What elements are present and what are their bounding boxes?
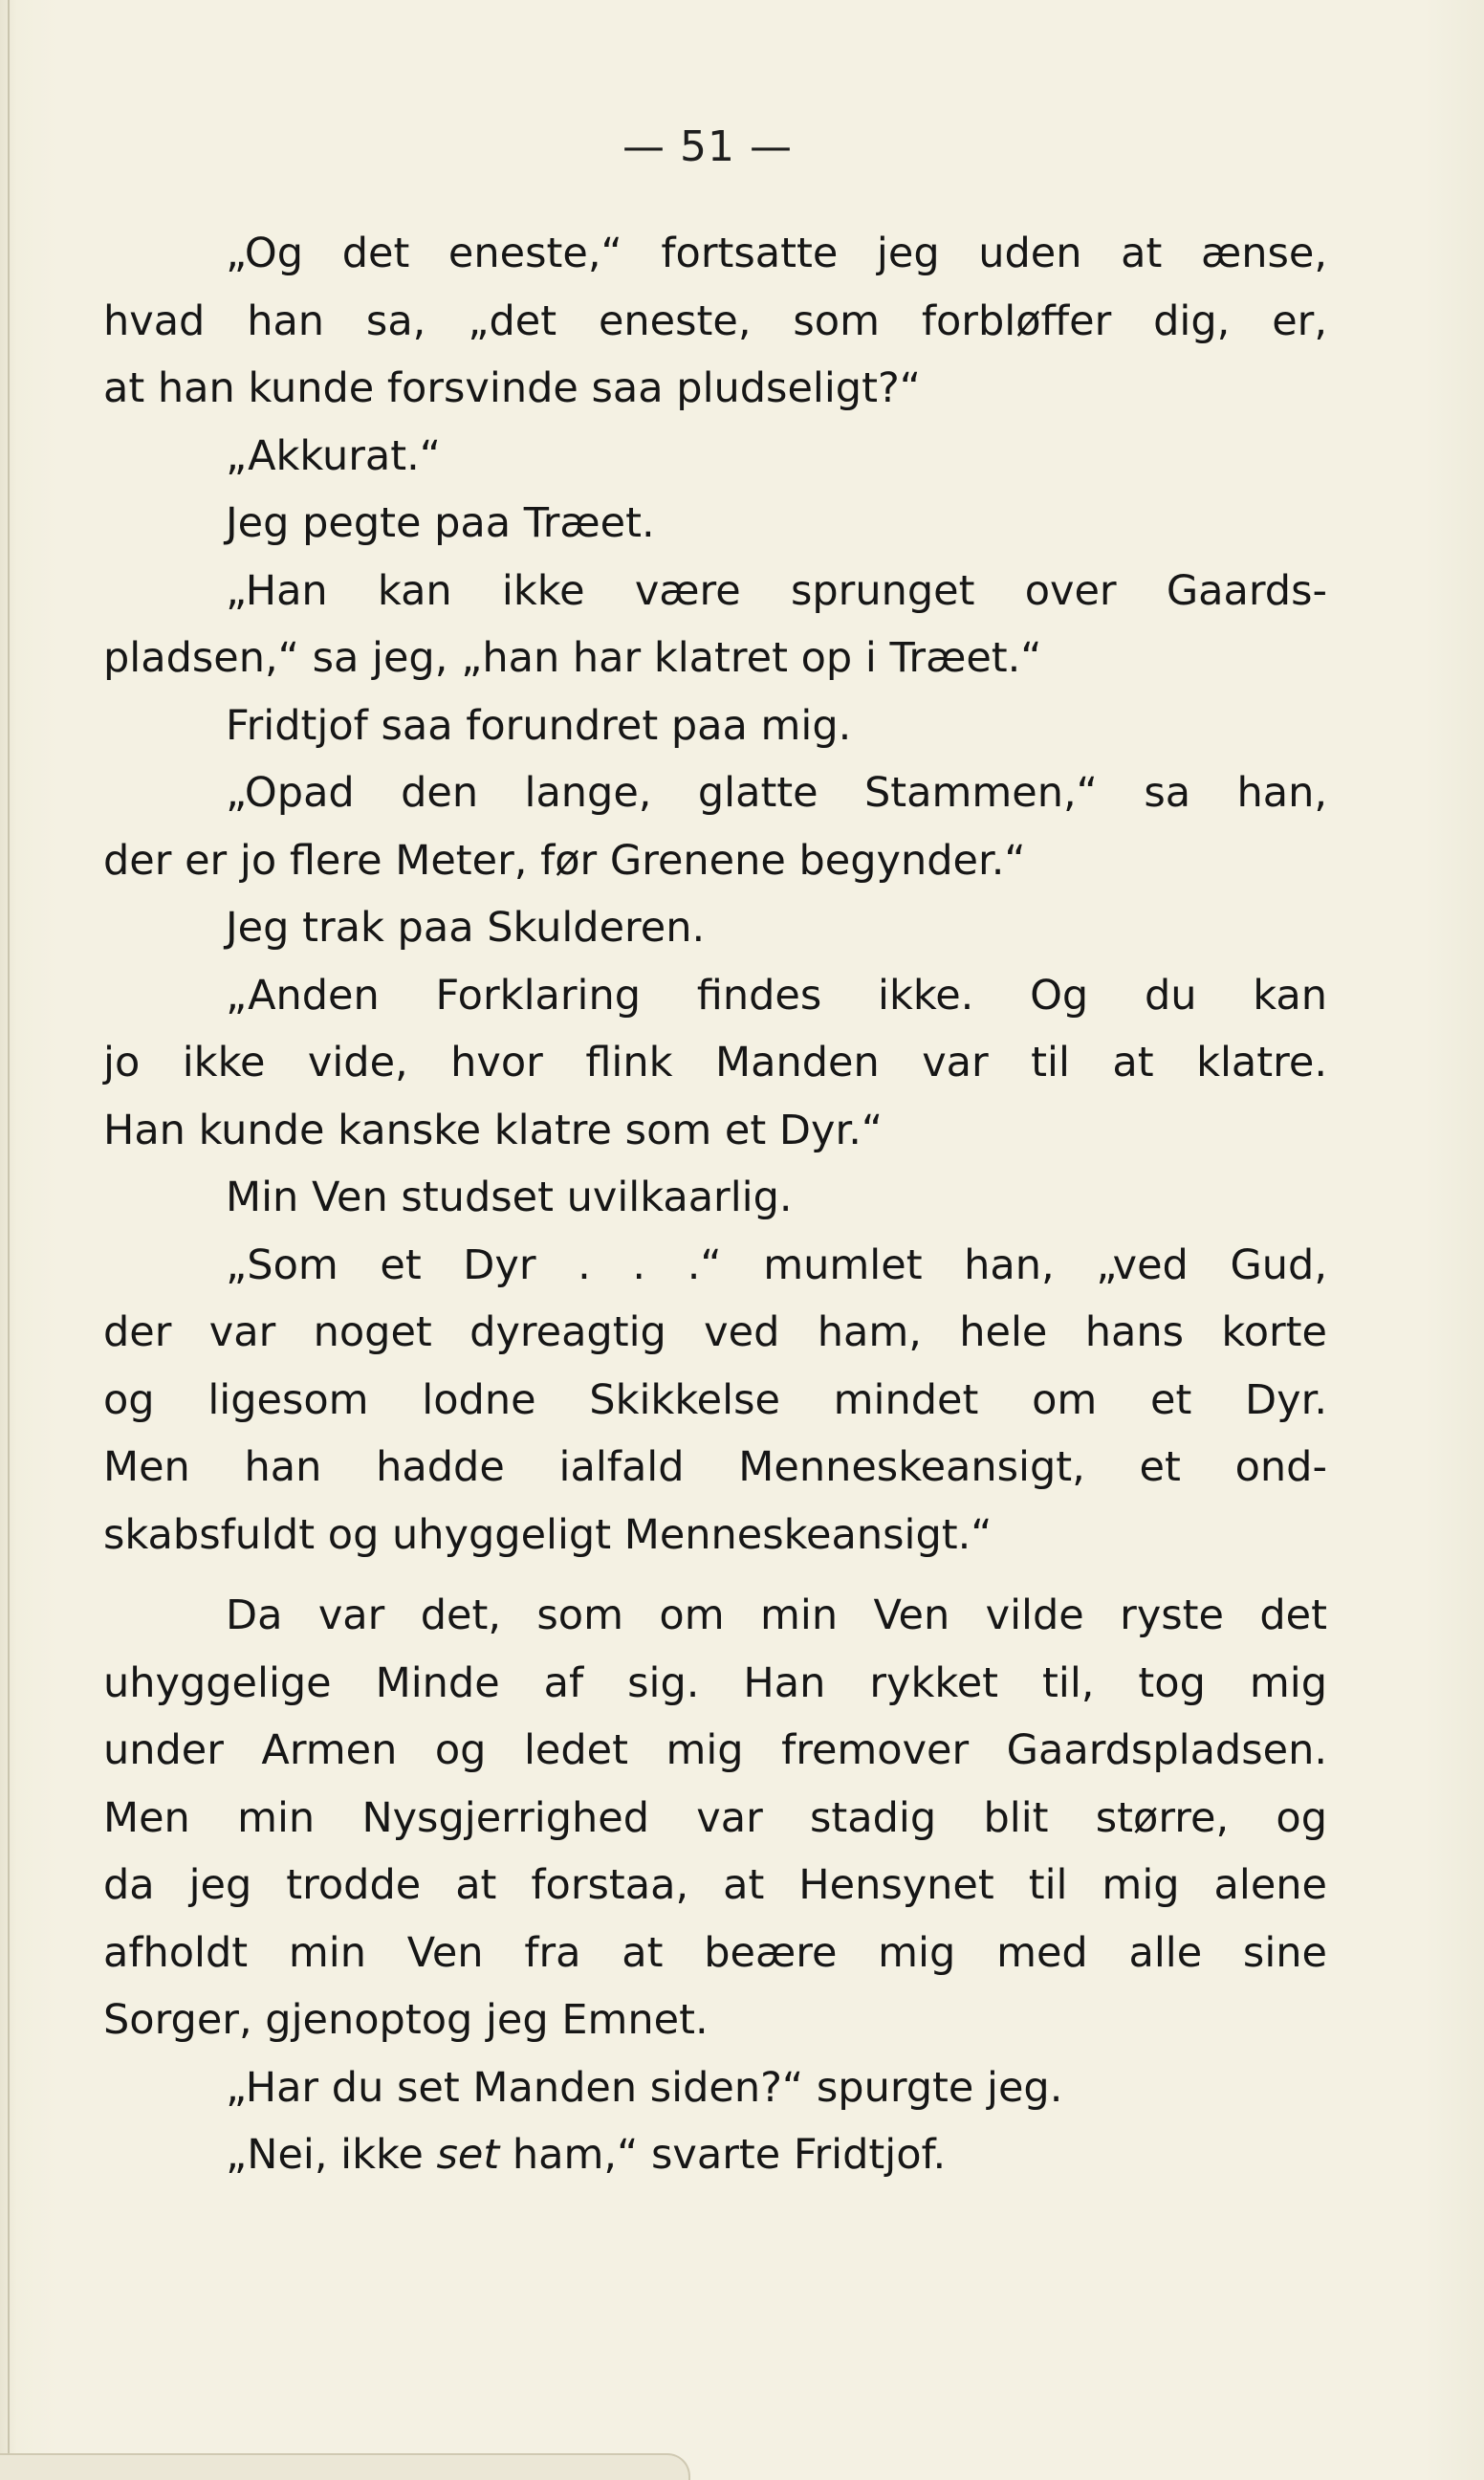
text-line: da jeg trodde at forstaa, at Hensynet til mig alene <box>103 1861 1327 1909</box>
text-line: pladsen,“ sa jeg, „han har klatret op i Træet.“ <box>103 634 1042 682</box>
text-line: Jeg pegte paa Træet. <box>226 499 655 547</box>
text-line: der var noget dyreagtig ved ham, hele hans korte <box>103 1308 1327 1356</box>
text-line-last <box>103 2121 1327 2189</box>
text-line: og ligesom lodne Skikkelse mindet om et Dyr. <box>103 1375 1327 1424</box>
text-run: ham,“ svarte Fridtjof. <box>499 2131 947 2179</box>
text-line: skabsfuldt og uhyggeligt Menneskeansigt.“ <box>103 1510 993 1559</box>
page-gutter-line <box>8 0 10 2480</box>
text-line: Da var det, som om min Ven vilde ryste det <box>226 1591 1327 1639</box>
text-line: „Har du set Manden siden?“ spurgte jeg. <box>226 2063 1063 2112</box>
text-line: Jeg trak paa Skulderen. <box>226 904 706 952</box>
italic-emphasis: set <box>436 2131 500 2179</box>
text-line: „Han kan ikke være sprunget over Gaards- <box>226 566 1327 615</box>
text-line: under Armen og ledet mig fremover Gaardspladsen. <box>103 1726 1327 1774</box>
text-run: „Nei, ikke <box>226 2131 437 2179</box>
text-line: „Anden Forklaring findes ikke. Og du kan <box>226 971 1327 1020</box>
text-line: uhyggelige Minde af sig. Han rykket til, tog mig <box>103 1658 1327 1707</box>
text-line: der er jo flere Meter, før Grenene begynder.“ <box>103 836 1026 885</box>
text-line: „Som et Dyr . . .“ mumlet han, „ved Gud, <box>226 1240 1327 1289</box>
text-line: jo ikke vide, hvor flink Manden var til at klatre. <box>103 1039 1327 1086</box>
text-line: hvad han sa, „det eneste, som forbløffer dig, er, <box>103 296 1327 345</box>
body-text <box>103 220 1327 2189</box>
page-number: — 51 — <box>622 122 793 171</box>
page-bottom-edge <box>0 2453 690 2480</box>
text-line: Fridtjof saa forundret paa mig. <box>226 701 852 750</box>
text-line: Min Ven studset uvilkaarlig. <box>226 1174 793 1221</box>
text-line: Han kunde kanske klatre som et Dyr.“ <box>103 1106 884 1154</box>
text-line: at han kunde forsvinde saa pludseligt?“ <box>103 364 922 412</box>
text-line: „Akkurat.“ <box>226 431 442 480</box>
paragraph-gap <box>103 1569 1327 1582</box>
text-line: „Opad den lange, glatte Stammen,“ sa han, <box>226 769 1327 817</box>
text-line: „Og det eneste,“ fortsatte jeg uden at ænse, <box>226 230 1327 277</box>
text-line: Sorger, gjenoptog jeg Emnet. <box>103 1996 709 2044</box>
text-line: Men han hadde ialfald Menneskeansigt, et ond- <box>103 1443 1327 1491</box>
text-line: Men min Nysgjerrighed var stadig blit større, og <box>103 1793 1327 1842</box>
text-line: afholdt min Ven fra at beære mig med alle sine <box>103 1928 1327 1977</box>
